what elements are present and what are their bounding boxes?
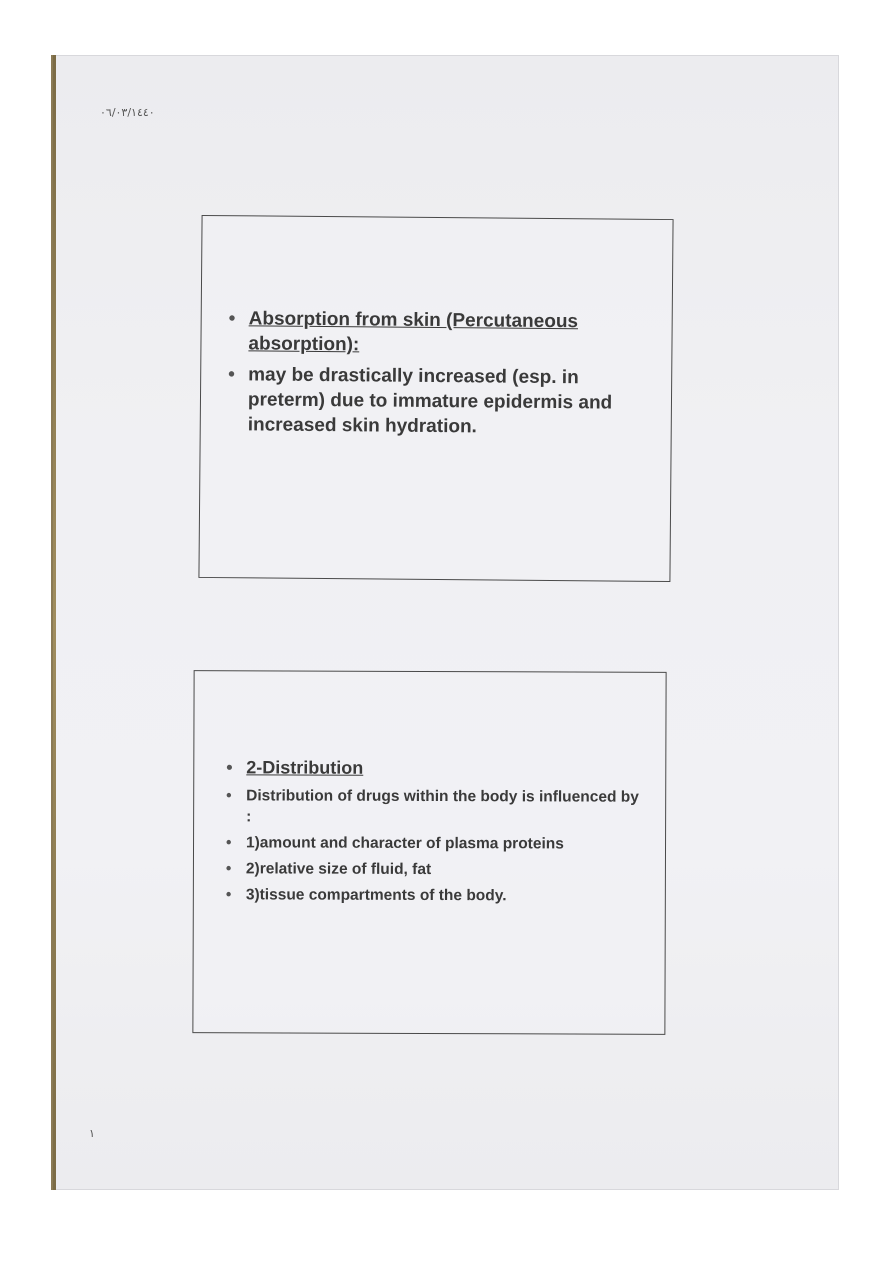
- page-number: ١: [89, 1127, 95, 1140]
- slide-heading-bullet: [228, 306, 648, 360]
- slide-absorption-skin: [198, 215, 673, 582]
- slide-heading-bullet: [226, 757, 646, 779]
- slide-bullet-item: • 1)amount and character of plasma proteins: [226, 832, 646, 854]
- slide-distribution: [192, 670, 666, 1035]
- slide-heading: Absorption from skin (Percutaneous absorption):: [248, 308, 579, 356]
- handwritten-date: ٠٦/٠٣/١٤٤٠: [100, 106, 155, 119]
- slide-bullet-item: • 2)relative size of fluid, fat: [226, 858, 646, 880]
- slide-bullet-item: • Distribution of drugs within the body is influenced by :: [226, 785, 646, 828]
- paper-edge: [53, 55, 56, 1190]
- slide-bullet-item: • 3)tissue compartments of the body.: [226, 884, 646, 906]
- slide-body-bullet: • may be drastically increased (esp. in preterm) due to immature epidermis and increased skin hydration.: [228, 362, 649, 441]
- slide-bullet-list: [226, 757, 647, 911]
- slide-bullet-list: [228, 306, 649, 447]
- slide-heading: 2-Distribution: [246, 757, 364, 778]
